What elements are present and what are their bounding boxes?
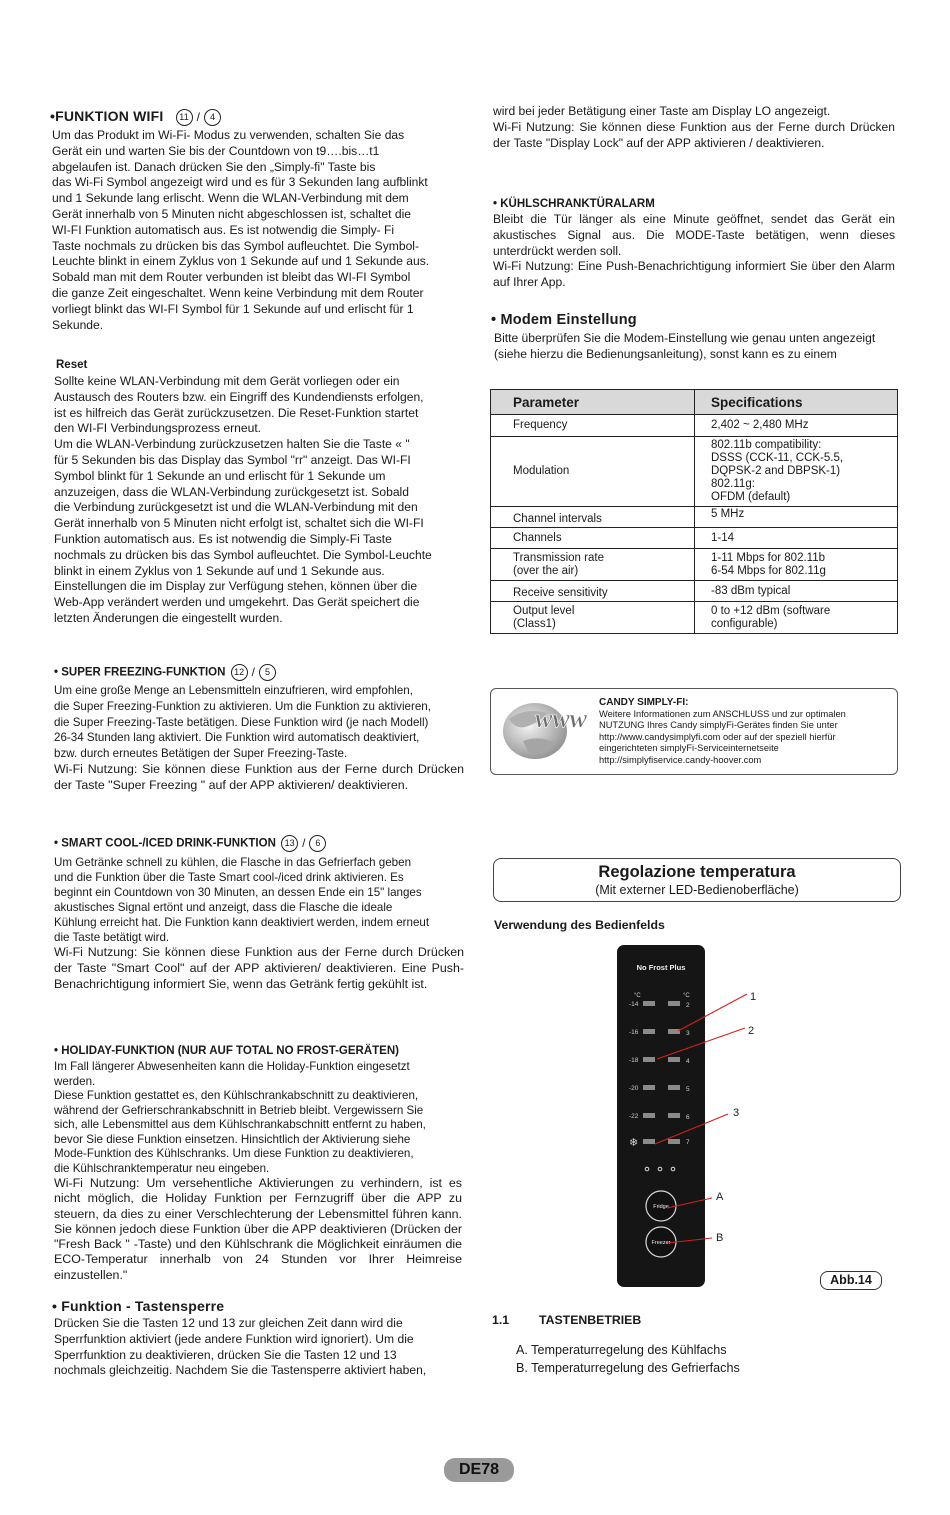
ref-circle: 13 — [281, 835, 298, 852]
ref-circle: 4 — [204, 109, 221, 126]
super-freezing-text: Um eine große Menge an Lebensmitteln einzufrieren, wird empfohlen, die Super Freezing-Funktion zu aktivieren. Um die Funktion zu aktivieren, die Super Freezing-Taste betätigen. Diese Funktion wird (je nach Modell) 26-34 Stunden lang aktiviert. Die Funktion wird automatisch deaktiviert, bzw. durch erneutes Betätigen der Super Freezing-Taste. Wi-Fi Nutzung: Sie können diese Funktion aus der Ferne durch Drücken der Taste "Super Freezing " auf der APP aktivieren/ deaktivieren. — [54, 684, 464, 792]
ref-circle: 11 — [176, 109, 193, 126]
page-number: DE78 — [444, 1458, 514, 1482]
smart-cool-heading: • SMART COOL-/ICED DRINK-FUNKTION 13 / 6 — [54, 835, 328, 852]
table-row — [491, 437, 898, 507]
candy-url-link[interactable]: http://www.candysimplyfi.com oder auf der speziell hierfür — [599, 731, 836, 742]
www-globe-logo — [495, 697, 595, 763]
table-cell: 802.11b compatibility: DSSS (CCK-11, CCK-5.5, DQPSK-2 and DBPSK-1) 802.11g: OFDM (default) — [695, 437, 898, 507]
table-cell: 0 to +12 dBm (software configurable) — [695, 602, 898, 634]
list-item: A. Temperaturregelung des Kühlfachs — [516, 1343, 727, 1357]
table-header-row — [491, 390, 898, 415]
table-row — [491, 581, 898, 602]
snowflake-icon: ❄ — [629, 1136, 639, 1149]
temp-label-right: 4 — [686, 1058, 690, 1065]
callout-label: B — [716, 1232, 724, 1244]
callout-label: 1 — [750, 991, 757, 1003]
smart-cool-text: Um Getränke schnell zu kühlen, die Flasche in das Gefrierfach geben und die Funktion über die Taste Smart cool-/iced drink aktivieren. Es beginnt ein Countdown von 30 Minuten, an dessen Ende ein 15" langes akustisches Signal ertönt und anzeigt, dass die Flasche die ideale Kühlung erreicht hat. Die Funktion kann deaktiviert werden, indem erneut die Taste betätigt wird. Wi-Fi Nutzung: Sie können diese Funktion aus der Ferne durch Drücken der Taste "Smart Cool" auf der APP aktivieren/ deaktivieren. Eine Push-Benachrichtigung informiert Sie, wenn das Getränk fertig gekühlt ist. — [54, 856, 464, 991]
logo-text: www — [535, 704, 588, 733]
callout-line — [657, 1028, 745, 1059]
section-number: 1.1 — [492, 1313, 510, 1327]
tastensperre-text: Drücken Sie die Tasten 12 und 13 zur gleichen Zeit dann wird die Sperrfunktion aktiviert (jede andere Funktion wird ignoriert). Um die Sperrfunktion zu deaktivieren, drücken Sie die Tasten 12 und 13 nochmals gleichzeitig. Nachdem Sie die Tastensperre aktiviert haben, — [54, 1316, 427, 1378]
callout-line — [667, 1238, 712, 1243]
temp-label-left: -14 — [629, 1001, 639, 1008]
table-cell: 1-11 Mbps for 802.11b 6-54 Mbps for 802.11g — [695, 549, 898, 581]
usage-heading: Verwendung des Bedienfelds — [494, 918, 665, 932]
regolazione-title: Regolazione temperatura — [598, 863, 796, 881]
table-row — [491, 602, 898, 634]
table-header-cell: Specifications — [695, 390, 898, 415]
candy-simplyfi-box — [490, 688, 898, 775]
fridge-button-label: Fridge — [653, 1204, 669, 1210]
door-alarm-heading: • KÜHLSCHRANKTÜRALARM — [493, 198, 655, 210]
candy-text: CANDY SIMPLY-FI: Weitere Informationen zum ANSCHLUSS und zur optimalen NUTZUNG Ihres Candy simplyFi-Gerätes finden Sie unter http://www.candysimplyfi.com oder auf der speziell hierfür eingerichteten simplyFi-Serviceinternetseite http://simplyfiservice.candy-hoover.com — [599, 697, 895, 767]
reset-heading: Reset — [56, 359, 88, 371]
holiday-text: Im Fall längerer Abwesenheiten kann die Holiday-Funktion eingesetzt werden. Diese Funktion gestattet es, den Kühlschrankabschnitt zu deaktivieren, während der Gefrierschrankabschnitt in Betrieb bleibt. Vergewissern Sie sich, alle Lebensmittel aus dem Kühlschrankabschnitt entfernt zu haben, bevor Sie diese Funktion einsetzen. Hinsichtlich der Aktivierung siehe Mode-Funktion des Kühlschranks. Um diese Funktion zu deaktivieren, die Kühlschranktemperatur neu eingeben. Wi-Fi Nutzung: Um versehentliche Aktivierungen zu verhindern, ist es nicht möglich, die Holiday Funktion per Fernzugriff über die APP zu steuern, da dies zu einer Verschlechterung der Lebensmittel führen kann. Sie können jedoch diese Funktion über die APP deaktivieren (Drücken der "Fresh Back " -Taste) und den Kühlschrank die Möglichkeit einräumen die ECO-Temperatur innerhalb von 24 Stunden vor Ihrer Heimreise einzustellen." — [54, 1060, 462, 1282]
table-header-cell: Parameter — [491, 390, 695, 415]
callout-line — [655, 1114, 728, 1144]
table-cell: Modulation — [491, 437, 695, 507]
table-cell: Channel intervals — [491, 507, 695, 528]
lock-continued-text: wird bei jeder Betätigung einer Taste am Display LO angezeigt. Wi-Fi Nutzung: Sie können diese Funktion aus der Ferne durch Drücken der Taste "Display Lock" auf der APP aktivieren / deaktivieren. — [493, 104, 895, 150]
table-row — [491, 528, 898, 549]
table-cell: 1-14 — [695, 528, 898, 549]
table-row — [491, 549, 898, 581]
temp-label-left: -22 — [629, 1113, 639, 1120]
freezer-button-label: Freezer — [651, 1240, 671, 1246]
unit-right: °C — [683, 993, 690, 999]
reset-text: Sollte keine WLAN-Verbindung mit dem Gerät vorliegen oder ein Austausch des Routers bzw. ein Eingriff des Kundendiensts erfolgen, ist es hilfreich das Gerät zurückzusetzen. Die Reset-Funktion startet den WI-FI Verbindungsprozess erneut. Um die WLAN-Verbindung zurückzusetzen halten Sie die Taste « " für 5 Sekunden bis das Display das Symbol "rr" anzeigt. Das WI-FI Symbol blinkt für 1 Sekunde an und erlischt für 1 Sekunde um anzuzeigen, dass die WLAN-Verbindung zurückgesetzt ist. Sobald die Verbindung zurückgesetzt ist und die WLAN-Verbindung mit den Gerät innerhalb von 5 Minuten nicht erfolgt ist, schaltet sich die WI-FI Funktion automatisch aus. Es ist notwendig die Simply-Fi Taste nochmals zu drücken bis das Symbol aufleuchtet. Die Symbol-Leuchte blinkt in einem Zyklus von 1 Sekunde auf und 1 Sekunde aus. Einstellungen die im Display zur Verfügung stehen, können über die Web-App verändert werden und umgekehrt. Das Gerät speichert die letzten Änderungen die eingestellt wurden. — [54, 374, 432, 625]
super-freezing-heading: • SUPER FREEZING-FUNKTION 12 / 5 — [54, 664, 278, 681]
wifi-heading: •FUNKTION WIFI 11 / 4 — [50, 108, 223, 126]
figure-label: Abb.14 — [820, 1271, 882, 1290]
modem-text: Bitte überprüfen Sie die Modem-Einstellung wie genau unten angezeigt (siehe hierzu die Bedienungsanleitung), sonst kann es zu einem — [494, 331, 876, 361]
panel-brand: No Frost Plus — [636, 963, 686, 972]
table-cell: Transmission rate (over the air) — [491, 549, 695, 581]
panel-callouts — [600, 940, 820, 1290]
callout-label: 3 — [733, 1107, 740, 1119]
door-alarm-text: Bleibt die Tür länger als eine Minute geöffnet, sendet das Gerät ein akustisches Signal aus. Die MODE-Taste betätigen, wenn dieses unterdrückt werden soll. Wi-Fi Nutzung: Eine Push-Benachrichtigung informiert Sie über den Alarm auf Ihrer App. — [493, 212, 895, 290]
temp-label-right: 7 — [686, 1139, 690, 1146]
temp-label-right: 6 — [686, 1114, 690, 1121]
unit-left: °C — [634, 993, 641, 999]
wifi-spec-table — [490, 389, 898, 634]
table-cell: 5 MHz — [695, 507, 898, 528]
table-row — [491, 507, 898, 528]
table-cell: Channels — [491, 528, 695, 549]
tasten-list — [516, 1341, 896, 1377]
section-title: TASTENBETRIEB — [539, 1313, 642, 1327]
callout-line — [667, 1198, 712, 1208]
modem-heading: • Modem Einstellung — [491, 312, 637, 328]
wifi-text: Um das Produkt im Wi-Fi- Modus zu verwenden, schalten Sie das Gerät ein und warten Sie bis der Countdown von t9….bis…t1 abgelaufen ist. Danach drücken Sie den „Simply-fi" Taste bis das Wi-Fi Symbol angezeigt wird und es für 3 Sekunden lang aufblinkt und 1 Sekunde lang erlischt. Wenn die WLAN-Verbindung mit dem Gerät innerhalb von 5 Minuten nicht abgeschlossen ist, schaltet die WI-FI Funktion automatisch aus. Es ist notwendig die Simply- Fi Taste nochmals zu drücken bis das Symbol aufleuchtet. Die Symbol- Leuchte blinkt in einem Zyklus von 1 Sekunde auf und 1 Sekunde aus. Sobald man mit dem Router verbunden ist bleibt das WI-FI Symbol die ganze Zeit eingeschaltet. Wenn keine Verbindung mit dem Router vorliegt blinkt das WI-FI Symbol für 1 Sekunde auf und erlischt für 1 Sekunde. — [52, 128, 430, 332]
table-cell: Receive sensitivity — [491, 581, 695, 602]
table-cell: 2,402 ~ 2,480 MHz — [695, 415, 898, 437]
ref-circle: 6 — [309, 835, 326, 852]
callout-label: A — [716, 1191, 724, 1203]
table-cell: -83 dBm typical — [695, 581, 898, 602]
temp-label-right: 3 — [686, 1030, 690, 1037]
service-url-link[interactable]: http://simplyfiservice.candy-hoover.com — [599, 754, 762, 765]
table-cell: Frequency — [491, 415, 695, 437]
temp-label-right: 2 — [686, 1002, 690, 1009]
holiday-heading: • HOLIDAY-FUNKTION (NUR AUF TOTAL NO FROST-GERÄTEN) — [54, 1045, 399, 1057]
callout-label: 2 — [748, 1025, 755, 1037]
table-cell: Output level (Class1) — [491, 602, 695, 634]
ref-circle: 12 — [231, 664, 248, 681]
tastensperre-heading: • Funktion - Tastensperre — [52, 1298, 225, 1314]
regolazione-box — [493, 858, 901, 902]
temp-label-left: -20 — [629, 1085, 639, 1092]
list-item: B. Temperaturregelung des Gefrierfachs — [516, 1361, 740, 1375]
table-row — [491, 415, 898, 437]
ref-circle: 5 — [259, 664, 276, 681]
temp-label-left: -18 — [629, 1057, 639, 1064]
temp-label-left: -16 — [629, 1029, 639, 1036]
temp-label-right: 5 — [686, 1086, 690, 1093]
callout-line — [678, 994, 747, 1031]
regolazione-subtitle: (Mit externer LED-Bedienoberfläche) — [595, 883, 799, 897]
